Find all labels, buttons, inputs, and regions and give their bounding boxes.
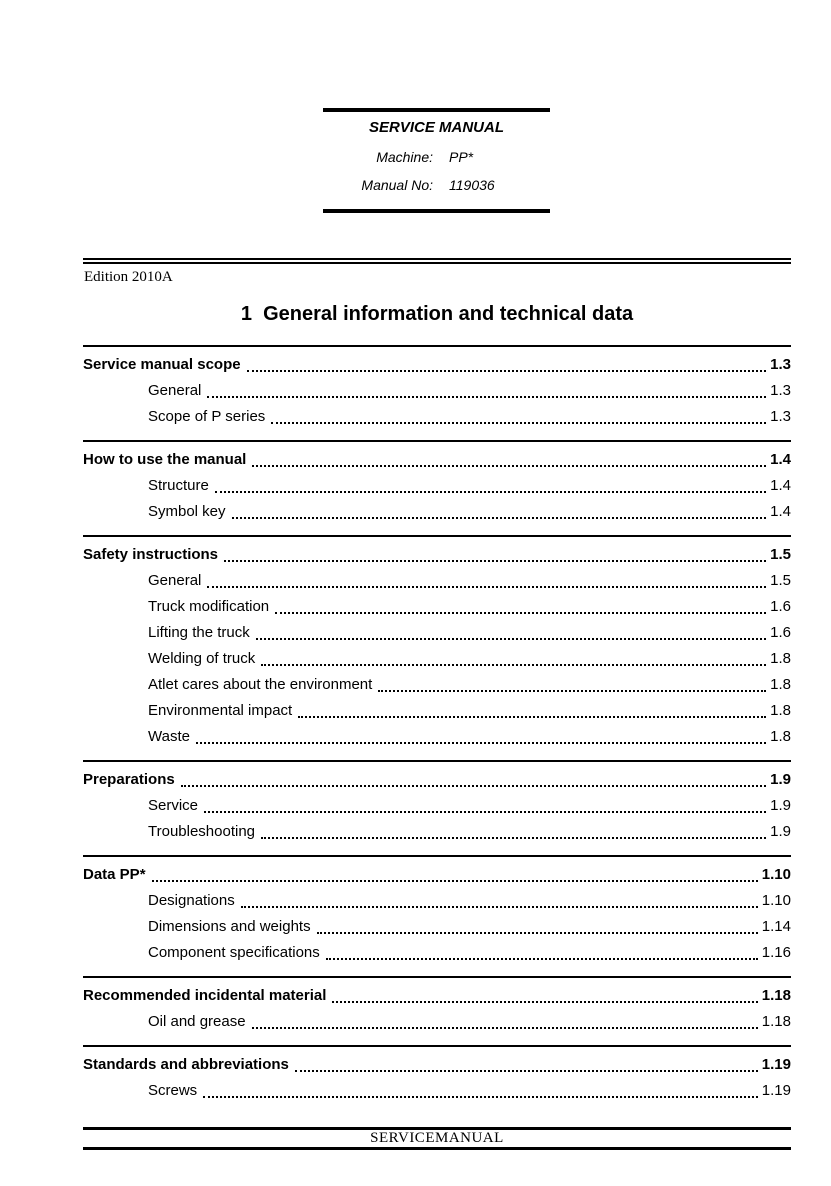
dot-leader [196, 742, 766, 744]
toc-item-row [83, 914, 791, 940]
dot-leader [378, 690, 766, 692]
toc-item-label: Oil and grease [148, 1013, 246, 1030]
dot-leader [224, 560, 766, 562]
toc-item-label: Atlet cares about the environment [148, 676, 373, 693]
toc-page-number: 1.14 [761, 918, 791, 935]
manual-no-label: Manual No: [361, 177, 433, 193]
manual-number-row [323, 171, 550, 199]
dot-leader [241, 906, 758, 908]
dot-leader [326, 958, 758, 960]
dot-leader [181, 785, 766, 787]
toc-section-row [83, 1052, 791, 1078]
machine-value: PP* [449, 149, 474, 165]
toc-section-row [83, 542, 791, 568]
toc-item-label: Service [148, 797, 199, 814]
toc-section-title: Preparations [83, 771, 175, 788]
toc-page-number: 1.4 [770, 477, 791, 494]
dot-leader [256, 638, 766, 640]
toc-page-number: 1.8 [770, 728, 791, 745]
toc-page-number: 1.8 [770, 676, 791, 693]
toc-item-label: Truck modification [148, 598, 270, 615]
toc-item-row [83, 568, 791, 594]
toc-page-number: 1.3 [770, 356, 791, 373]
dot-leader [317, 932, 758, 934]
toc-item-label: Troubleshooting [148, 823, 256, 840]
toc-section [83, 855, 791, 966]
dot-leader [261, 837, 766, 839]
dot-leader [152, 880, 758, 882]
toc-page-number: 1.6 [770, 624, 791, 641]
toc-page-number: 1.10 [761, 866, 791, 883]
toc-page-number: 1.5 [770, 546, 791, 563]
dot-leader [207, 396, 766, 398]
toc-item-label: Welding of truck [148, 650, 256, 667]
toc-page-number: 1.18 [761, 1013, 791, 1030]
toc-section [83, 535, 791, 750]
toc-page-number: 1.4 [770, 503, 791, 520]
toc-section-row [83, 862, 791, 888]
toc-item-label: Designations [148, 892, 235, 909]
toc-section [83, 760, 791, 845]
toc-page-number: 1.3 [770, 408, 791, 425]
toc-section [83, 1045, 791, 1104]
toc-item-row [83, 646, 791, 672]
manual-no-value: 119036 [449, 177, 495, 193]
dot-leader [207, 586, 766, 588]
toc-section-title: Standards and abbreviations [83, 1056, 289, 1073]
dot-leader [261, 664, 766, 666]
toc-item-row [83, 888, 791, 914]
machine-label: Machine: [376, 149, 433, 165]
dot-leader [295, 1070, 758, 1072]
toc-page-number: 1.9 [770, 771, 791, 788]
toc-item-row [83, 793, 791, 819]
manual-machine-row [323, 143, 550, 171]
toc-section-title: Recommended incidental material [83, 987, 327, 1004]
edition-divider [83, 258, 791, 264]
toc-section-title: Service manual scope [83, 356, 241, 373]
toc-page-number: 1.9 [770, 797, 791, 814]
toc-page-number: 1.9 [770, 823, 791, 840]
toc-item-label: Structure [148, 477, 209, 494]
manual-header-box [323, 108, 550, 213]
toc-section-row [83, 447, 791, 473]
dot-leader [252, 1027, 758, 1029]
toc-item-label: Screws [148, 1082, 198, 1099]
dot-leader [332, 1001, 757, 1003]
toc-item-row [83, 1009, 791, 1035]
toc-item-row [83, 499, 791, 525]
toc-page-number: 1.18 [761, 987, 791, 1004]
toc-item-label: General [148, 382, 202, 399]
toc-page-number: 1.19 [761, 1082, 791, 1099]
toc-page-number: 1.10 [761, 892, 791, 909]
toc-page-number: 1.19 [761, 1056, 791, 1073]
dot-leader [275, 612, 766, 614]
toc-section [83, 345, 791, 430]
toc [83, 345, 791, 1104]
toc-page-number: 1.5 [770, 572, 791, 589]
toc-item-row [83, 724, 791, 750]
toc-item-row [83, 404, 791, 430]
dot-leader [247, 370, 767, 372]
dot-leader [232, 517, 767, 519]
toc-section-row [83, 352, 791, 378]
dot-leader [298, 716, 766, 718]
toc-section [83, 976, 791, 1035]
toc-item-label: Lifting the truck [148, 624, 250, 641]
page-footer [83, 1127, 791, 1150]
toc-page-number: 1.8 [770, 702, 791, 719]
toc-item-label: Waste [148, 728, 190, 745]
dot-leader [271, 422, 766, 424]
dot-leader [203, 1096, 758, 1098]
toc-page-number: 1.8 [770, 650, 791, 667]
toc-section [83, 440, 791, 525]
dot-leader [215, 491, 766, 493]
toc-page-number: 1.6 [770, 598, 791, 615]
toc-section-title: How to use the manual [83, 451, 247, 468]
toc-item-label: General [148, 572, 202, 589]
footer-text: SERVICEMANUAL [370, 1130, 504, 1146]
toc-item-label: Scope of P series [148, 408, 266, 425]
toc-page-number: 1.4 [770, 451, 791, 468]
page-title: 1 General information and technical data [240, 303, 634, 325]
toc-section-title: Safety instructions [83, 546, 219, 563]
toc-item-row [83, 672, 791, 698]
toc-item-row [83, 620, 791, 646]
toc-page-number: 1.3 [770, 382, 791, 399]
toc-item-row [83, 819, 791, 845]
toc-page-number: 1.16 [761, 944, 791, 961]
toc-item-label: Symbol key [148, 503, 226, 520]
toc-item-row [83, 1078, 791, 1104]
toc-item-row [83, 940, 791, 966]
toc-item-label: Environmental impact [148, 702, 293, 719]
toc-item-label: Component specifications [148, 944, 320, 961]
toc-section-row [83, 767, 791, 793]
edition-label: Edition 2010A [84, 269, 173, 285]
dot-leader [252, 465, 766, 467]
toc-item-row [83, 473, 791, 499]
toc-item-row [83, 594, 791, 620]
manual-title: SERVICE MANUAL [368, 119, 504, 136]
dot-leader [204, 811, 766, 813]
toc-section-row [83, 983, 791, 1009]
toc-item-row [83, 378, 791, 404]
toc-item-row [83, 698, 791, 724]
toc-item-label: Dimensions and weights [148, 918, 311, 935]
toc-section-title: Data PP* [83, 866, 146, 883]
